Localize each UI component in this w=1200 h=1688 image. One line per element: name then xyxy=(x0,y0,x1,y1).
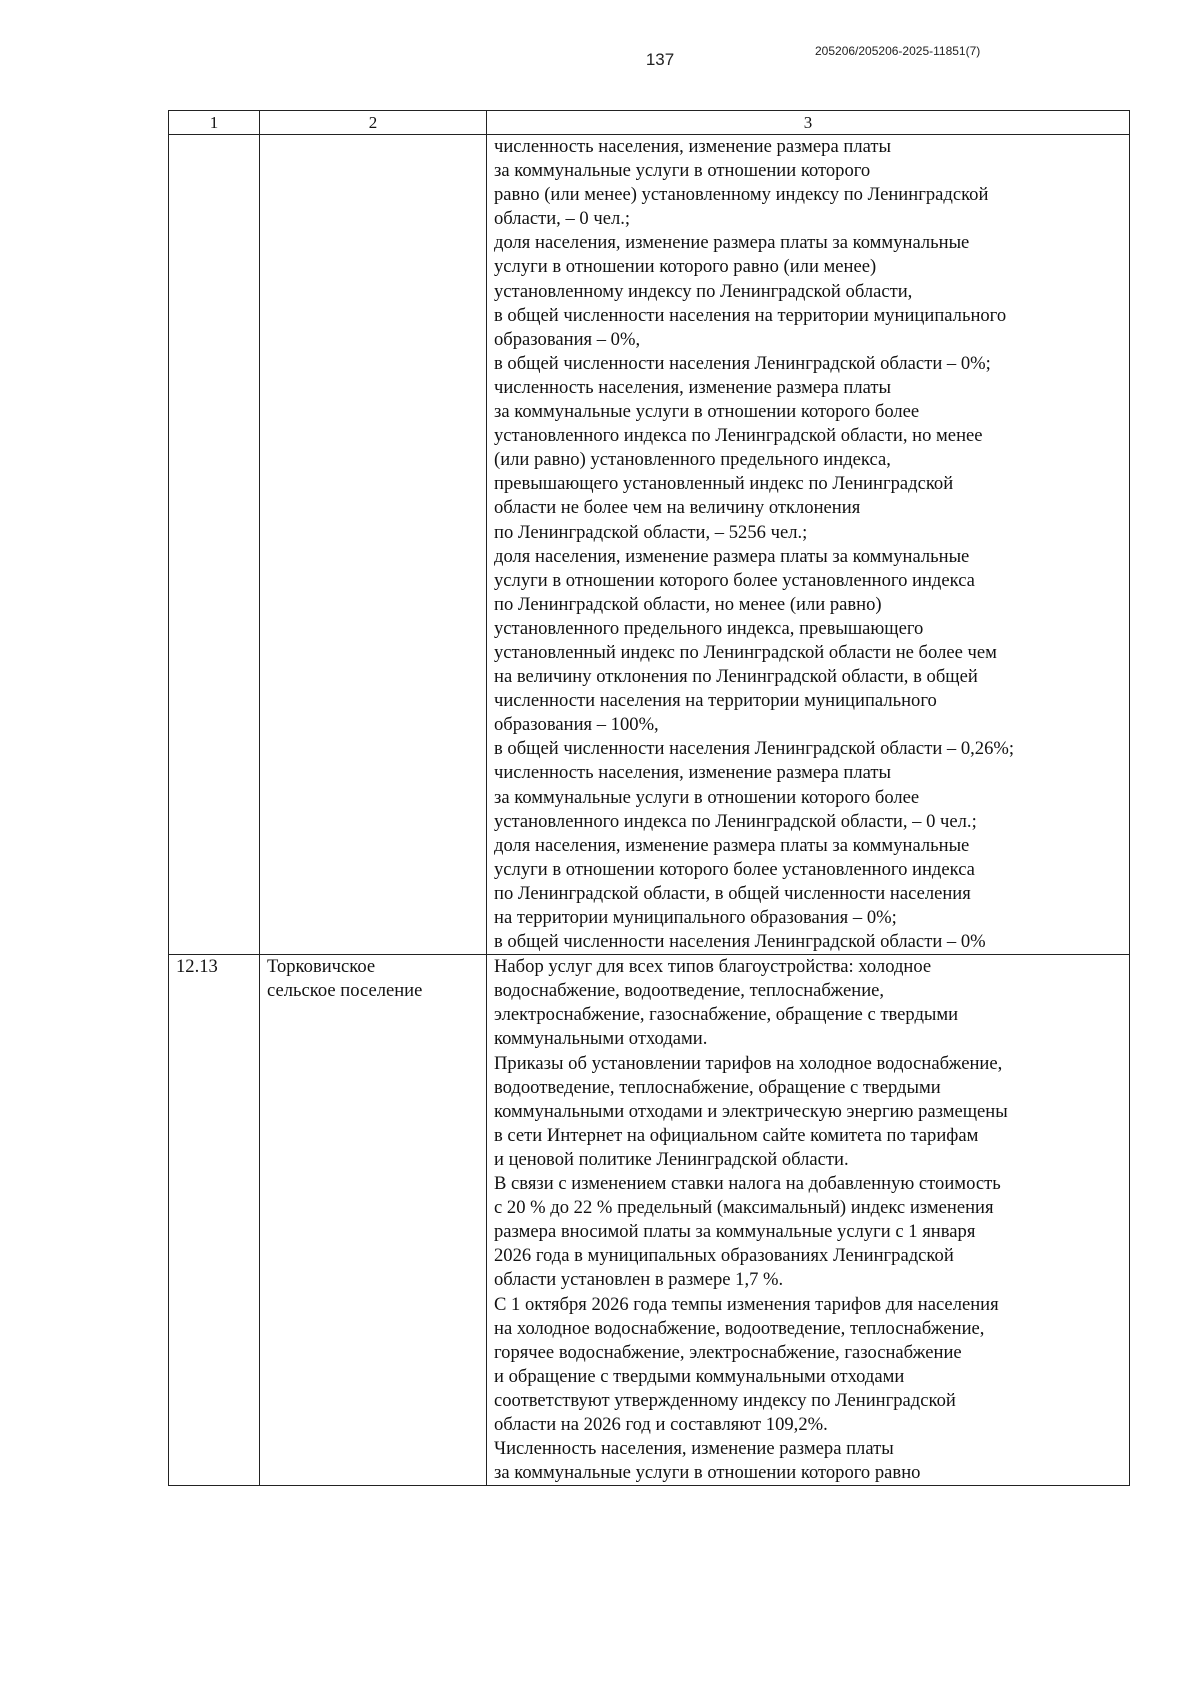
tariff-table xyxy=(168,110,1130,1486)
text-line: в общей численности населения на территории муниципального xyxy=(494,304,1007,326)
text-line: за коммунальные услуги в отношении которого xyxy=(494,160,871,182)
text-line: установленному индексу по Ленинградской области, xyxy=(494,280,913,302)
text-line: в общей численности населения Ленинградской области – 0,26%; xyxy=(494,738,1015,760)
text-line: образования – 0%, xyxy=(494,328,641,350)
text-line: Численность населения, изменение размера платы xyxy=(494,1438,894,1460)
text-line: Набор услуг для всех типов благоустройства: холодное xyxy=(494,956,932,978)
row-description xyxy=(487,955,1130,1486)
text-line: на территории муниципального образования – 0%; xyxy=(494,907,897,928)
text-line: за коммунальные услуги в отношении которого более xyxy=(494,786,920,808)
text-line: соответствуют утвержденному индексу по Ленинградской xyxy=(494,1389,956,1411)
text-line: (или равно) установленного предельного индекса, xyxy=(494,449,891,471)
text-line: численность населения, изменение размера платы xyxy=(494,136,891,157)
text-line: доля населения, изменение размера платы за коммунальные xyxy=(494,834,970,856)
text-line: С 1 октября 2026 года темпы изменения тарифов для населения xyxy=(494,1293,999,1315)
text-line: размера вносимой платы за коммунальные услуги с 1 января xyxy=(494,1221,976,1243)
text-line: равно (или менее) установленному индексу по Ленинградской xyxy=(494,184,989,206)
text-line: численность населения, изменение размера платы xyxy=(494,376,891,398)
table-row xyxy=(169,955,1130,1486)
row-number: 12.13 xyxy=(169,955,260,1486)
table-header-row xyxy=(169,111,1130,135)
text-line: области на 2026 год и составляют 109,2%. xyxy=(494,1413,828,1435)
column-header-1: 1 xyxy=(169,111,260,135)
text-line: водоотведение, теплоснабжение, обращение с твердыми xyxy=(494,1076,941,1098)
text-line: установленного индекса по Ленинградской области, но менее xyxy=(494,425,983,447)
text-line: установленного индекса по Ленинградской области, – 0 чел.; xyxy=(494,810,977,832)
text-line: Приказы об установлении тарифов на холодное водоснабжение, xyxy=(494,1052,1003,1074)
text-line: услуги в отношении которого более установленного индекса xyxy=(494,858,975,880)
municipality-name xyxy=(260,955,487,1486)
text-line: коммунальными отходами. xyxy=(494,1028,708,1050)
text-line: на холодное водоснабжение, водоотведение, теплоснабжение, xyxy=(494,1317,985,1339)
text-line: электроснабжение, газоснабжение, обращение с твердыми xyxy=(494,1004,959,1026)
text-line: по Ленинградской области, в общей численности населения xyxy=(494,882,971,904)
text-line: доля населения, изменение размера платы за коммунальные xyxy=(494,232,970,254)
text-line: услуги в отношении которого более установленного индекса xyxy=(494,569,975,591)
text-line: за коммунальные услуги в отношении которого равно xyxy=(494,1462,921,1484)
text-line: превышающего установленный индекс по Ленинградской xyxy=(494,473,954,495)
text-line: за коммунальные услуги в отношении которого более xyxy=(494,401,920,423)
text-line: в общей численности населения Ленинградской области – 0%; xyxy=(494,352,991,374)
text-line: водоснабжение, водоотведение, теплоснабжение, xyxy=(494,980,885,1002)
text-line: 2026 года в муниципальных образованиях Ленинградской xyxy=(494,1245,954,1267)
row-number xyxy=(169,135,260,955)
text-line: в сети Интернет на официальном сайте комитета по тарифам xyxy=(494,1124,979,1146)
text-line: области, – 0 чел.; xyxy=(494,208,631,230)
text-line: В связи с изменением ставки налога на добавленную стоимость xyxy=(494,1173,1001,1195)
text-line: установленного предельного индекса, превышающего xyxy=(494,617,924,639)
municipality-name xyxy=(260,135,487,955)
table-row xyxy=(169,135,1130,955)
text-line: по Ленинградской области, – 5256 чел.; xyxy=(494,521,808,543)
text-line: и обращение с твердыми коммунальными отходами xyxy=(494,1365,905,1387)
text-line: с 20 % до 22 % предельный (максимальный) индекс изменения xyxy=(494,1197,994,1219)
text-line: области установлен в размере 1,7 %. xyxy=(494,1269,784,1291)
row-description xyxy=(487,135,1130,955)
text-line: численности населения на территории муниципального xyxy=(494,690,937,712)
text-line: численность населения, изменение размера платы xyxy=(494,762,891,784)
text-line: области не более чем на величину отклонения xyxy=(494,497,861,519)
document-code: 205206/205206-2025-11851(7) xyxy=(815,44,981,58)
text-line: Торковичское xyxy=(267,956,376,978)
text-line: доля населения, изменение размера платы за коммунальные xyxy=(494,545,970,567)
text-line: коммунальными отходами и электрическую энергию размещены xyxy=(494,1100,1008,1122)
text-line: образования – 100%, xyxy=(494,714,659,736)
page-number: 137 xyxy=(645,50,675,69)
column-header-2: 2 xyxy=(260,111,487,135)
text-line: услуги в отношении которого равно (или менее) xyxy=(494,256,877,278)
text-line: в общей численности населения Ленинградской области – 0% xyxy=(494,931,986,953)
text-line: по Ленинградской области, но менее (или равно) xyxy=(494,593,882,615)
text-line: сельское поселение xyxy=(267,980,423,1002)
text-line: на величину отклонения по Ленинградской области, в общей xyxy=(494,666,978,688)
column-header-3: 3 xyxy=(487,111,1130,135)
text-line: и ценовой политике Ленинградской области. xyxy=(494,1148,849,1170)
text-line: горячее водоснабжение, электроснабжение, газоснабжение xyxy=(494,1341,962,1363)
text-line: установленный индекс по Ленинградской области не более чем xyxy=(494,641,997,663)
